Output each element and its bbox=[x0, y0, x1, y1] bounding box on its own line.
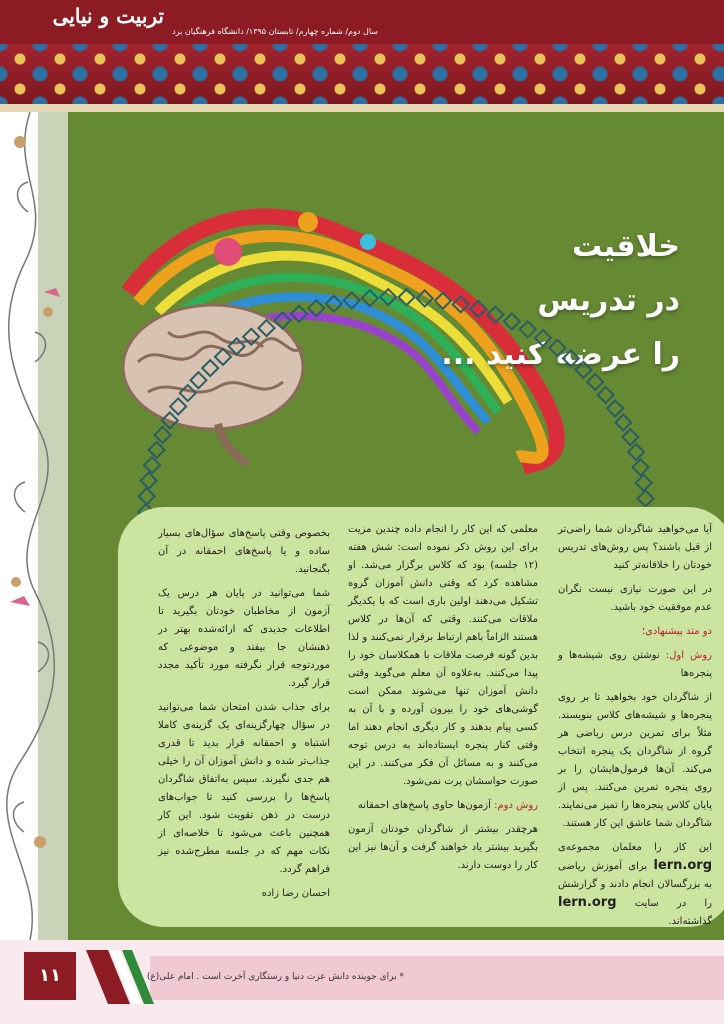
main-content bbox=[68, 112, 724, 940]
method-label: روش دوم: bbox=[494, 800, 538, 811]
arch-diamond bbox=[141, 473, 157, 489]
arch-diamond bbox=[487, 307, 503, 323]
article-panel bbox=[118, 507, 724, 927]
method-title: نوشتن روی شیشه‌ها و پنجره‌ها bbox=[558, 650, 712, 679]
arch-diamond bbox=[520, 321, 536, 337]
method-2 bbox=[348, 797, 538, 815]
method-heading: دو متد پیشنهادی؛ bbox=[641, 626, 712, 637]
arch-diamond bbox=[202, 360, 218, 376]
header-band bbox=[0, 104, 724, 112]
arch-diamond bbox=[453, 296, 469, 312]
paragraph bbox=[558, 839, 712, 931]
article-column-1 bbox=[558, 521, 712, 937]
arch-diamond bbox=[638, 491, 654, 507]
arch-diamond bbox=[633, 459, 649, 475]
arch-diamond bbox=[636, 475, 652, 491]
text: گذاشته‌اند. bbox=[668, 916, 712, 927]
arch-diamond bbox=[398, 289, 414, 305]
text: این کار را معلمان مجموعه‌ی bbox=[558, 842, 712, 853]
title-line-2: در تدریس bbox=[537, 283, 680, 318]
arch-diamond bbox=[155, 427, 171, 443]
arch-diamond bbox=[139, 488, 155, 504]
arch-diamond bbox=[162, 412, 178, 428]
method-title: آزمون‌ها حاوی پاسخ‌های احمقانه bbox=[357, 800, 491, 811]
site-name: lern.org bbox=[558, 895, 617, 910]
arch-diamond bbox=[149, 442, 165, 458]
arch-diamond bbox=[344, 292, 360, 308]
paragraph: از شاگردان خود بخواهید تا بر روی پنجره‌ها و شیشه‌های کلاس بنویسند. مثلاً برای تمرین درس ریاضی هر گروه از شاگردان یک پنجره انتخاب می‌کند. آن‌ها فرمول‌هایشان را بر روی پنجره تمرین می‌کنند. پس از پایان کلاس پنجره‌ها را تمیز می‌نمایند. شاگردان شما عاشق این کار هستند. bbox=[558, 692, 712, 829]
arch-diamond bbox=[563, 350, 579, 366]
arch-diamond bbox=[535, 330, 551, 346]
article-column-3 bbox=[158, 525, 330, 909]
floral-ornament bbox=[0, 112, 68, 940]
arch-diamond bbox=[229, 338, 245, 354]
arch-diamond bbox=[308, 300, 324, 316]
method-1 bbox=[558, 647, 712, 683]
issue-info: سال دوم/ شماره چهارم/ تابستان ۱۳۹۵/ دانشگاه فرهنگیان یزد bbox=[172, 27, 378, 36]
arch-diamond bbox=[362, 290, 378, 306]
paragraph: برای جذاب شدن امتحان شما می‌توانید در سؤال چهارگزینه‌ای یک گزینه‌ی کاملا اشتباه و احمقانه قرار بدید تا قدری جذاب‌تر شده و دانش آموزان آن را خیلی هم جدی نگیرند. سپس به‌اتفاق شاگردان پاسخ‌ها را بررسی کنید تا جواب‌های درست در ذهن تقویت شود. این کار همچنین باعث می‌شود تا خلاصه‌ای از نکات مهم که در جلسه مطرح‌شده نیز فراهم گردد. bbox=[158, 702, 330, 875]
paragraph: معلمی که این کار را انجام داده چندین مزیت برای این روش ذکر نموده است: شش هفته (۱۲ جلسه) بود که کلاس برگزار می‌شد. او مشاهده کرد که وقتی دانش آموزان گروه تشکیل می‌دهند اولین باری است که با یکدیگر ملاقات می‌کنند. وقتی که آن‌ها در کلاس هستند الزاماً باهم ارتباط برقرار نمی‌کنند و لذا بدین گونه فرصت ملاقات با همکلاسان خود را پیدا می‌کنند. به‌علاوه آن معلم می‌گوید وقتی دانش آموزان تنها می‌شوند ممکن است گوشی‌های خود را بیرون آورده و با آن به کسی پیام بدهند و کار دیگری انجام دهند اما وقتی کنار پنجره ایستاده‌اند به درس توجه می‌کنند و به مسائل آن فکر می‌کنند. در این صورت حواسشان پرت نمی‌شود. bbox=[348, 524, 538, 787]
arch-diamond bbox=[275, 312, 291, 328]
author: احسان رضا زاده bbox=[261, 888, 330, 899]
arch-diamond bbox=[243, 329, 259, 345]
arch-diamond bbox=[170, 398, 186, 414]
arch-diamond bbox=[607, 400, 623, 416]
header-pattern bbox=[0, 44, 724, 104]
arch-diamond bbox=[628, 444, 644, 460]
arch-diamond bbox=[622, 429, 638, 445]
arch-diamond bbox=[470, 301, 486, 317]
title-line-3: را عرضه کنید ... bbox=[441, 337, 680, 372]
arch-diamond bbox=[576, 362, 592, 378]
arch-diamond bbox=[417, 290, 433, 306]
decorative-sidebar bbox=[0, 112, 68, 940]
arch-diamond bbox=[258, 320, 274, 336]
footer-stripe-icon bbox=[86, 950, 156, 1004]
arch-diamond bbox=[215, 349, 231, 365]
page-number: ۱۱ bbox=[24, 952, 76, 1000]
article-column-2 bbox=[348, 521, 538, 881]
arch-diamond bbox=[435, 293, 451, 309]
arch-diamond bbox=[380, 289, 396, 305]
arch-diamond bbox=[291, 306, 307, 322]
text: برای آموزش ریاضی به بزرگسالان انجام دادند و گزارشش را در سایت bbox=[558, 861, 712, 909]
arch-diamond bbox=[598, 387, 614, 403]
paragraph: در این صورت نیازی نیست نگران عدم موفقیت خود باشید. bbox=[558, 584, 712, 613]
arch-diamond bbox=[549, 340, 565, 356]
paragraph: آیا می‌خواهید شاگردان شما راضی‌تر از قبل باشند؟ پس روش‌های تدریس خودتان را خلاقانه‌تر کنید bbox=[558, 524, 712, 571]
paragraph: بخصوص وقتی پاسخ‌های سؤال‌های بسیار ساده و یا پاسخ‌های احمقانه در آن بگنجانید. bbox=[158, 528, 330, 575]
arch-diamond bbox=[190, 372, 206, 388]
arch-diamond bbox=[587, 374, 603, 390]
paragraph: شما می‌توانید در پایان هر درس یک آزمون از مخاطبان خودتان بگیرید تا اطلاعات جدیدی که ارائه‌شده بهتر در ذهنشان جا بیفتد و موضوعی که موردتوجه قرار نگرفته مورد تأکید مجدد قرار گیرد. bbox=[158, 588, 330, 689]
arch-diamond bbox=[326, 296, 342, 312]
page-header bbox=[0, 0, 724, 112]
site-name: lern.org bbox=[653, 858, 712, 873]
magazine-logo: تربیت و نیایی bbox=[52, 4, 164, 28]
footer-quote: * برای جوینده دانش عزت دنیا و رستگاری آخرت است . امام علی(ع) bbox=[146, 972, 404, 982]
arch-diamond bbox=[180, 385, 196, 401]
method-label: روش اول: bbox=[665, 650, 712, 661]
arch-diamond bbox=[615, 414, 631, 430]
arch-diamond bbox=[144, 457, 160, 473]
page-footer bbox=[0, 940, 724, 1024]
arch-diamond bbox=[504, 313, 520, 329]
paragraph: هرچقدر بیشتر از شاگردان خودتان آزمون بگیرید بیشتر یاد خواهند گرفت و آن‌ها نیز این کار را دوست دارند. bbox=[348, 824, 538, 871]
title-line-1: خلاقیت bbox=[571, 229, 680, 264]
